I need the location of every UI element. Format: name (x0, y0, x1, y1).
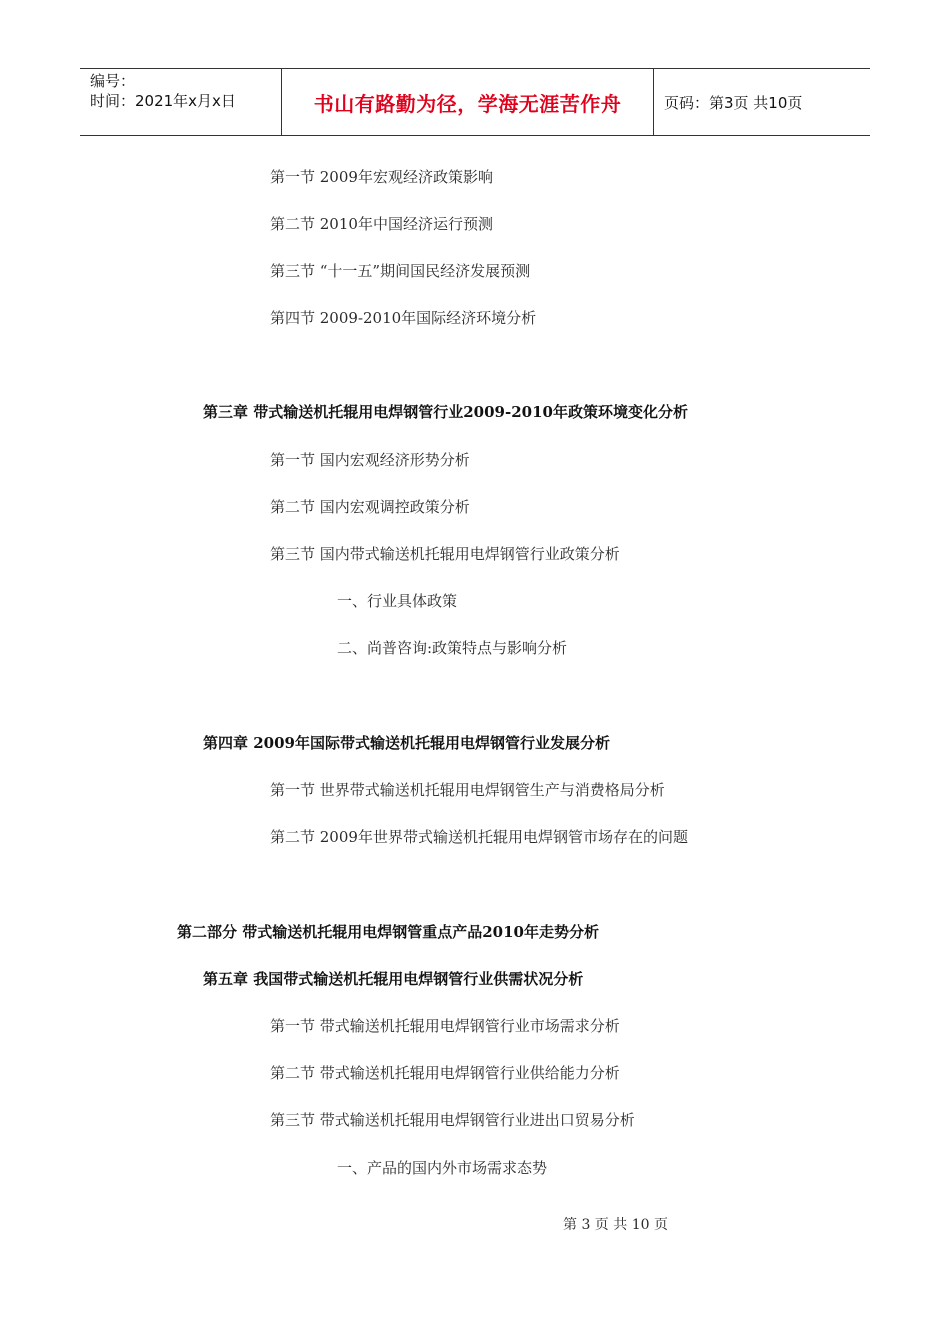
toc-chapter: 第四章 2009年国际带式输送机托辊用电焊钢管行业发展分析 (203, 734, 610, 752)
toc-section: 第四节 2009-2010年国际经济环境分析 (270, 309, 537, 327)
toc-chapter: 第三章 带式输送机托辊用电焊钢管行业2009-2010年政策环境变化分析 (203, 403, 688, 421)
toc-section: 第一节 2009年宏观经济政策影响 (270, 168, 493, 186)
toc-subsection: 一、行业具体政策 (337, 592, 458, 610)
toc-section: 第二节 国内宏观调控政策分析 (270, 498, 470, 516)
header-page-info: 页码：第3页 共10页 (664, 93, 803, 112)
toc-section: 第二节 2009年世界带式输送机托辊用电焊钢管市场存在的问题 (270, 828, 688, 846)
toc-subsection: 一、产品的国内外市场需求态势 (337, 1159, 548, 1177)
toc-section: 第一节 国内宏观经济形势分析 (270, 451, 470, 469)
toc-part: 第二部分 带式输送机托辊用电焊钢管重点产品2010年走势分析 (177, 923, 599, 941)
header-meta (80, 69, 282, 135)
toc-chapter: 第五章 我国带式输送机托辊用电焊钢管行业供需状况分析 (203, 970, 584, 988)
toc-section: 第一节 世界带式输送机托辊用电焊钢管生产与消费格局分析 (270, 781, 665, 799)
doc-number-label: 编号： (90, 72, 136, 90)
doc-date-label: 时间：2021年x月x日 (90, 92, 236, 110)
toc-section: 第二节 带式输送机托辊用电焊钢管行业供给能力分析 (270, 1064, 620, 1082)
header-motto: 书山有路勤为径，学海无涯苦作舟 (282, 69, 654, 135)
toc-section: 第一节 带式输送机托辊用电焊钢管行业市场需求分析 (270, 1017, 620, 1035)
toc-section: 第二节 2010年中国经济运行预测 (270, 215, 493, 233)
toc-section: 第三节 “十一五”期间国民经济发展预测 (270, 262, 531, 280)
page-header (80, 68, 870, 136)
toc-section: 第三节 带式输送机托辊用电焊钢管行业进出口贸易分析 (270, 1111, 635, 1129)
page-footer: 第 3 页 共 10 页 (563, 1217, 668, 1233)
toc-section: 第三节 国内带式输送机托辊用电焊钢管行业政策分析 (270, 545, 620, 563)
toc-subsection: 二、尚普咨询:政策特点与影响分析 (337, 639, 568, 657)
